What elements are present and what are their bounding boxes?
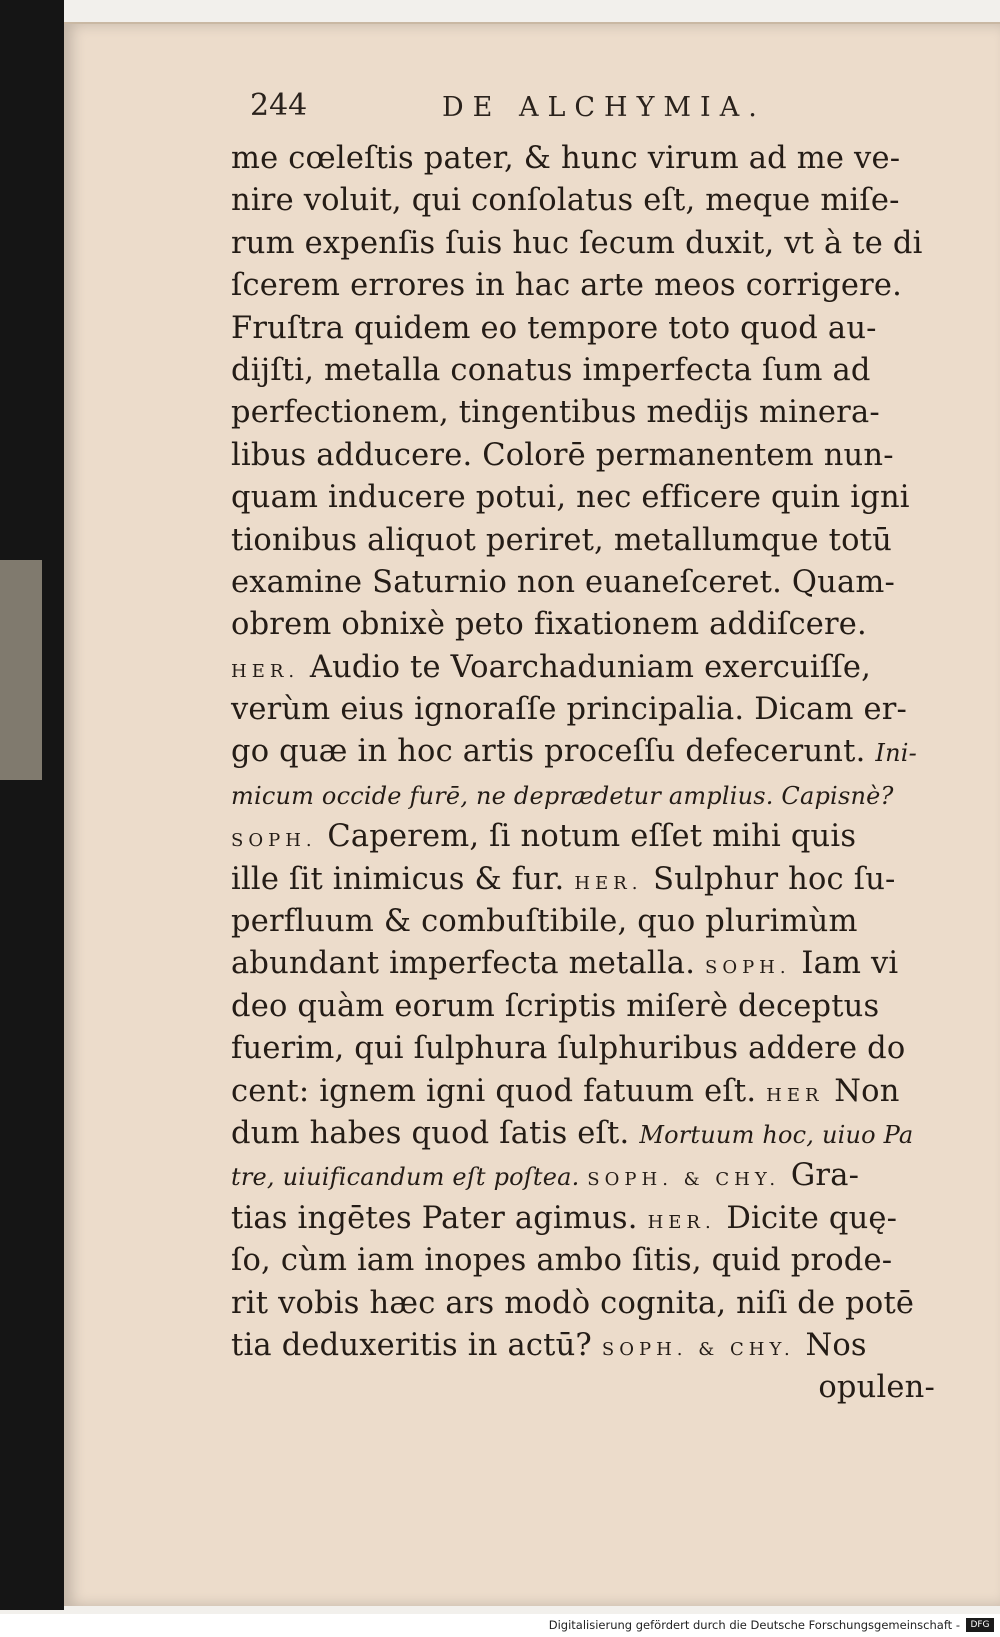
digitization-footer bbox=[0, 1614, 1000, 1637]
text-segment: perfluum & combuſtibile, quo plurimùm bbox=[231, 904, 858, 940]
text-line bbox=[231, 1113, 943, 1155]
text-line bbox=[231, 392, 943, 434]
text-segment: Dicite quę- bbox=[726, 1200, 898, 1236]
text-line bbox=[231, 689, 943, 731]
speaker-label: HER. bbox=[647, 1211, 727, 1233]
italic-text: Ini- bbox=[875, 739, 917, 768]
text-line bbox=[231, 1240, 943, 1282]
text-segment: quam inducere potui, nec efficere quin igni bbox=[231, 480, 910, 516]
speaker-label: HER. bbox=[574, 872, 654, 894]
text-line bbox=[231, 520, 943, 562]
text-segment: ille ſit inimicus & fur. bbox=[231, 861, 575, 897]
text-line bbox=[231, 138, 943, 180]
text-line bbox=[231, 265, 943, 307]
text-line bbox=[231, 1028, 943, 1070]
text-line bbox=[231, 647, 943, 689]
text-line bbox=[231, 943, 943, 985]
text-line bbox=[231, 901, 943, 943]
text-line bbox=[231, 986, 943, 1028]
text-line bbox=[231, 859, 943, 901]
text-line bbox=[231, 223, 943, 265]
text-segment: deo quàm eorum ſcriptis miſerè deceptus bbox=[231, 988, 880, 1024]
text-segment: nire voluit, qui conſolatus eſt, meque miſe- bbox=[231, 183, 900, 219]
text-segment: rit vobis hæc ars modò cognita, niſi de potē bbox=[231, 1285, 915, 1321]
text-segment: verùm eius ignoraſſe principalia. Dicam er- bbox=[231, 692, 908, 728]
text-line bbox=[231, 731, 943, 773]
text-segment: ſo, cùm iam inopes ambo ſitis, quid prode- bbox=[231, 1243, 893, 1279]
text-line bbox=[231, 180, 943, 222]
page-header bbox=[250, 88, 770, 128]
speaker-label: SOPH. bbox=[231, 830, 328, 852]
text-segment: obrem obnixè peto fixationem addiſcere. bbox=[231, 607, 867, 643]
text-line bbox=[231, 816, 943, 858]
speaker-label: HER bbox=[766, 1084, 835, 1106]
text-segment: tia deduxeritis in actū? bbox=[231, 1327, 602, 1363]
page-number: 244 bbox=[250, 88, 308, 123]
text-line bbox=[231, 604, 943, 646]
text-segment: dum habes quod ſatis eſt. bbox=[231, 1115, 640, 1151]
text-segment: Gra- bbox=[790, 1158, 860, 1194]
text-segment: rum expenſis ſuis huc ſecum duxit, vt à te di bbox=[231, 225, 923, 261]
text-line bbox=[231, 350, 943, 392]
text-segment: Nos bbox=[805, 1327, 867, 1363]
speaker-label: SOPH. & CHY. bbox=[587, 1169, 791, 1191]
text-segment: ſcerem errores in hac arte meos corrigere. bbox=[231, 268, 903, 304]
speaker-label: SOPH. bbox=[704, 957, 802, 979]
text-segment: libus adducere. Colorē permanentem nun- bbox=[231, 437, 894, 473]
dfg-logo: DFG bbox=[966, 1618, 994, 1632]
footer-credit: Digitalisierung gefördert durch die Deutsche Forschungsgemeinschaft - bbox=[548, 1618, 960, 1632]
speaker-label: HER. bbox=[231, 660, 310, 682]
text-segment: examine Saturnio non euaneſceret. Quam- bbox=[231, 564, 895, 600]
text-segment: dijſti, metalla conatus imperfecta ſum ad bbox=[231, 352, 871, 388]
text-segment: cent: ignem igni quod fatuum eſt. bbox=[231, 1073, 767, 1109]
text-segment: Caperem, ſi notum eſſet mihi quis bbox=[327, 819, 857, 855]
text-line bbox=[231, 1071, 943, 1113]
running-title: DE ALCHYMIA. bbox=[442, 92, 766, 123]
italic-text: tre, uiuificandum eſt poſtea. bbox=[231, 1163, 588, 1192]
text-segment: Audio te Voarchaduniam exercuiſſe, bbox=[309, 649, 871, 685]
text-segment: tionibus aliquot periret, metallumque totū bbox=[231, 522, 892, 558]
catchword: opulen- bbox=[818, 1370, 935, 1406]
text-line bbox=[231, 308, 943, 350]
text-line bbox=[231, 562, 943, 604]
book-spine-shadow bbox=[0, 0, 64, 1610]
text-line bbox=[231, 435, 943, 477]
text-line bbox=[231, 1198, 943, 1240]
speaker-label: SOPH. & CHY. bbox=[601, 1338, 806, 1360]
text-segment: tias ingētes Pater agimus. bbox=[231, 1200, 648, 1236]
text-line bbox=[231, 477, 943, 519]
text-line bbox=[231, 1325, 943, 1367]
text-segment: fuerim, qui ſulphura ſulphuribus addere do bbox=[231, 1031, 906, 1067]
text-segment: go quæ in hoc artis proceſſu defecerunt. bbox=[231, 734, 876, 770]
text-block bbox=[231, 138, 943, 1410]
text-segment: Iam vi bbox=[801, 946, 899, 982]
text-segment: Non bbox=[834, 1073, 900, 1109]
text-segment: Sulphur hoc ſu- bbox=[653, 861, 896, 897]
text-segment: abundant imperfecta metalla. bbox=[231, 946, 705, 982]
italic-text: Mortuum hoc, uiuo Pa bbox=[639, 1120, 914, 1149]
facing-page-fragment bbox=[0, 560, 42, 780]
text-line bbox=[231, 774, 943, 816]
text-segment: perfectionem, tingentibus medijs minera- bbox=[231, 395, 880, 431]
text-line bbox=[231, 1283, 943, 1325]
text-segment: Fruſtra quidem eo tempore toto quod au- bbox=[231, 310, 877, 346]
text-line bbox=[231, 1155, 943, 1197]
text-segment: me cœleſtis pater, & hunc virum ad me ve- bbox=[231, 141, 901, 176]
italic-text: micum occide furē, ne deprædetur amplius. Capisnè? bbox=[231, 781, 894, 810]
